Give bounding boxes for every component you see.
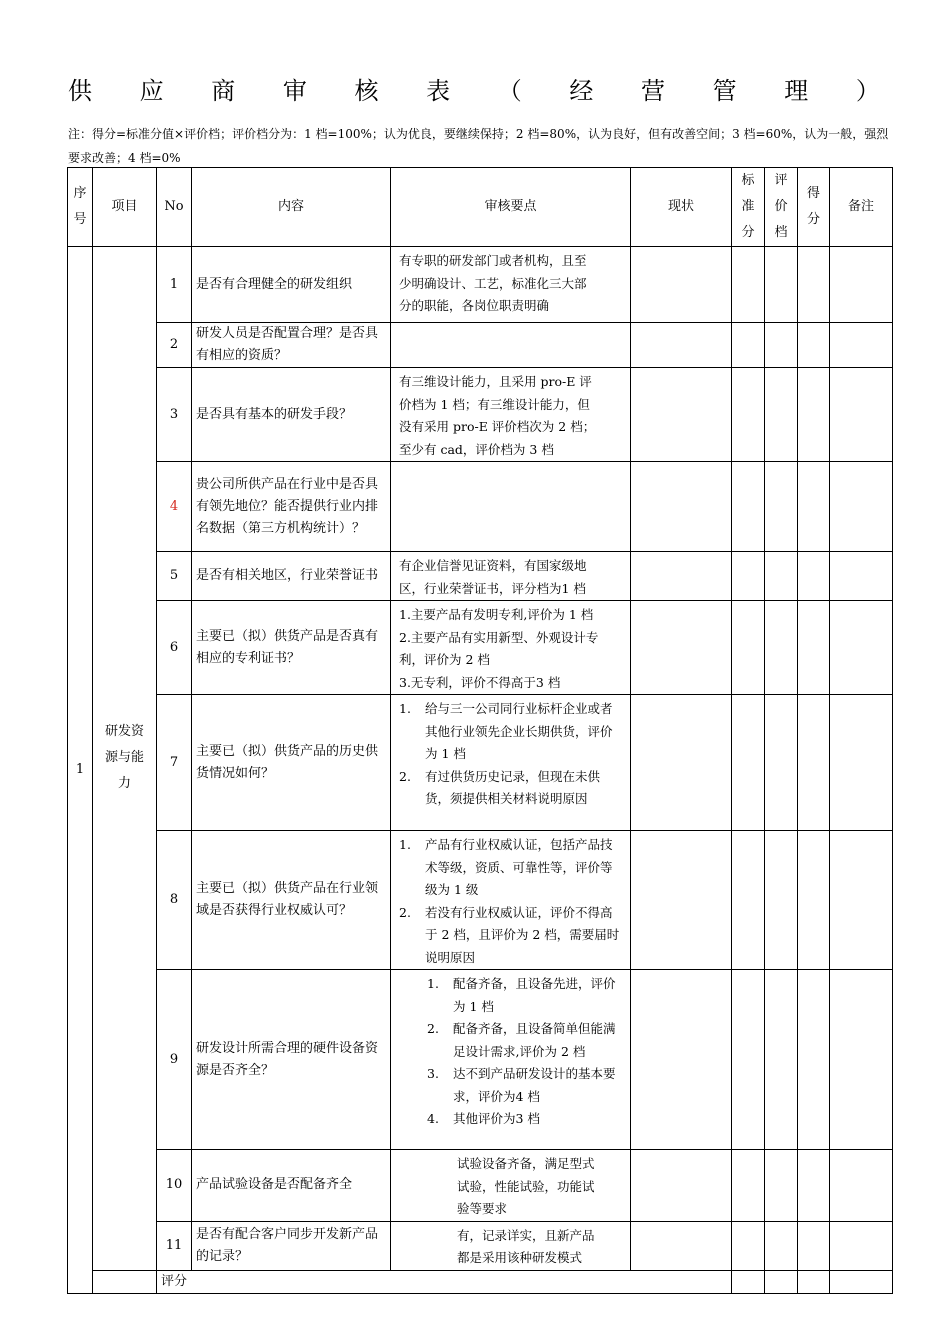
status-cell[interactable] [631, 462, 732, 552]
std-cell[interactable] [732, 247, 765, 323]
title-char: 核 [354, 76, 379, 105]
grade-cell[interactable] [765, 695, 798, 831]
point-line: 少明确设计、工艺，标准化三大部 [399, 275, 587, 291]
header-seq-char: 序 [73, 186, 87, 201]
table-row [68, 323, 893, 368]
point-item [427, 1018, 624, 1063]
point-item [427, 973, 624, 1018]
score-row [68, 1270, 893, 1293]
point-line: 价档为 1 档；有三维设计能力，但 [399, 396, 590, 412]
title-char: 商 [211, 76, 236, 105]
status-cell[interactable] [631, 695, 732, 831]
score-cell[interactable] [798, 368, 830, 462]
point-line: 分的职能，各岗位职责明确 [399, 298, 550, 313]
row-no: 9 [157, 970, 192, 1150]
row-no: 2 [157, 323, 192, 368]
status-cell[interactable] [631, 552, 732, 601]
status-cell[interactable] [631, 247, 732, 323]
row-content: 贵公司所供产品在行业中是否具有领先地位？能否提供行业内排名数据（第三方机构统计）？ [192, 462, 391, 552]
title-char: 营 [641, 76, 665, 105]
grade-cell[interactable] [765, 368, 798, 462]
section-item-line: 研发资 [104, 724, 144, 740]
remark-cell[interactable] [830, 970, 893, 1150]
point-num: 1. [427, 976, 439, 991]
title-char: ） [855, 76, 880, 105]
header-item: 项目 [93, 168, 157, 247]
header-score [798, 168, 830, 247]
point-line: 利，评价为 2 档 [399, 652, 490, 667]
table-row [68, 695, 893, 831]
std-cell[interactable] [732, 601, 765, 695]
title-char: （ [497, 76, 522, 105]
score-cell[interactable] [798, 247, 830, 323]
remark-cell[interactable] [830, 323, 893, 368]
point-line: 都是采用该种研发模式 [457, 1250, 583, 1265]
header-std-char: 分 [741, 225, 755, 240]
row-content: 研发人员是否配置合理？是否具有相应的资质？ [192, 323, 391, 368]
grade-cell[interactable] [765, 462, 798, 552]
row-no: 7 [157, 695, 192, 831]
title-char: 理 [784, 76, 809, 105]
status-cell[interactable] [631, 601, 732, 695]
point-num: 3. [427, 1066, 439, 1081]
point-line: 3.无专利，评价不得高于3 档 [399, 674, 561, 690]
point-line: 区，行业荣誉证书，评分档为1 档 [399, 580, 586, 596]
grade-cell[interactable] [765, 1150, 798, 1222]
row-content: 是否有合理健全的研发组织 [192, 247, 391, 323]
header-grade [765, 168, 798, 247]
row-points [391, 247, 631, 323]
row-points [391, 970, 631, 1150]
status-cell[interactable] [631, 323, 732, 368]
row-no: 8 [157, 831, 192, 970]
grade-cell[interactable] [765, 323, 798, 368]
row-no: 6 [157, 601, 192, 695]
table-row [68, 1150, 893, 1222]
table-row [68, 1221, 893, 1270]
row-no: 10 [157, 1150, 192, 1222]
header-grade-char: 评 [774, 173, 788, 188]
table-row [68, 462, 893, 552]
header-seq [68, 168, 93, 247]
remark-cell[interactable] [830, 1221, 893, 1270]
point-item [399, 698, 624, 766]
header-status: 现状 [631, 168, 732, 247]
score-cell[interactable] [798, 462, 830, 552]
grade-cell[interactable] [765, 247, 798, 323]
table-row [68, 552, 893, 601]
point-text: 有过供货历史记录，但现在未供货，须提供相关材料说明原因 [425, 768, 601, 806]
score-cell[interactable] [798, 695, 830, 831]
title-char: 表 [426, 76, 451, 105]
header-row [68, 168, 893, 247]
point-line: 验等要求 [457, 1201, 508, 1216]
point-num: 4. [427, 1111, 439, 1126]
section-seq: 1 [68, 247, 93, 1294]
audit-table [67, 167, 893, 1294]
remark-cell[interactable] [830, 247, 893, 323]
score-cell[interactable] [798, 323, 830, 368]
title-char: 供 [68, 76, 92, 105]
remark-cell[interactable] [830, 1150, 893, 1222]
table-row [68, 970, 893, 1150]
title-char: 管 [712, 76, 737, 105]
score-cell[interactable] [798, 601, 830, 695]
row-no: 4 [157, 462, 192, 552]
section-item [93, 247, 157, 1271]
header-std-char: 准 [741, 199, 755, 214]
point-line: 试验，性能试验，功能试 [457, 1178, 595, 1194]
remark-cell[interactable] [830, 368, 893, 462]
row-points [391, 552, 631, 601]
std-cell[interactable] [732, 552, 765, 601]
point-text: 产品有行业权威认证，包括产品技术等级，资质、可靠性等，评价等级为 1 级 [425, 837, 613, 897]
row-no: 3 [157, 368, 192, 462]
row-no: 5 [157, 552, 192, 601]
status-cell[interactable] [631, 368, 732, 462]
title-char: 经 [569, 76, 594, 105]
point-item [399, 834, 624, 902]
point-text: 配备齐备，且设备先进，评价为 1 档 [453, 976, 616, 1014]
remark-cell[interactable] [830, 601, 893, 695]
score-cell[interactable] [798, 552, 830, 601]
table-row [68, 247, 893, 323]
point-line: 有企业信誉见证资料，有国家级地 [399, 558, 587, 573]
row-points [391, 1150, 631, 1222]
std-cell[interactable] [732, 462, 765, 552]
header-seq-char: 号 [73, 212, 87, 227]
document-title [68, 70, 880, 106]
std-cell[interactable] [732, 831, 765, 970]
row-content: 是否具有基本的研发手段？ [192, 368, 391, 462]
row-points [391, 1221, 631, 1270]
remark-cell[interactable] [830, 552, 893, 601]
status-cell[interactable] [631, 1221, 732, 1270]
remark-cell[interactable] [830, 462, 893, 552]
point-line: 1.主要产品有发明专利,评价为 1 档 [399, 607, 594, 622]
point-num: 1. [399, 837, 411, 852]
row-content: 研发设计所需合理的硬件设备资源是否齐全？ [192, 970, 391, 1150]
score-label: 评分 [157, 1270, 732, 1293]
header-std [732, 168, 765, 247]
point-text: 达不到产品研发设计的基本要求，评价为4 档 [453, 1066, 616, 1104]
point-num: 1. [399, 701, 411, 716]
point-item [427, 1108, 624, 1131]
point-item [399, 902, 624, 970]
point-item [399, 766, 624, 811]
grade-cell[interactable] [765, 1221, 798, 1270]
std-cell[interactable] [732, 1150, 765, 1222]
point-line: 有专职的研发部门或者机构，且至 [399, 253, 587, 268]
std-cell[interactable] [732, 695, 765, 831]
grade-cell[interactable] [765, 552, 798, 601]
std-cell[interactable] [732, 368, 765, 462]
section-item-line: 力 [117, 776, 131, 792]
grade-cell[interactable] [765, 831, 798, 970]
table-row [68, 831, 893, 970]
grade-cell[interactable] [798, 1270, 830, 1293]
row-content: 是否有配合客户同步开发新产品的记录？ [192, 1221, 391, 1270]
header-score-char: 得 [806, 186, 820, 201]
scoring-note: 注：得分=标准分值×评价档；评价档分为：1 档=100%；认为优良，要继续保持；2 档=80%，认为良好，但有改善空间；3 档=60%，认为一般，强烈要求改善；4 档=0% [68, 127, 889, 165]
header-grade-char: 价 [774, 199, 788, 214]
grade-cell[interactable] [765, 601, 798, 695]
point-item [427, 1063, 624, 1108]
point-line: 试验设备齐备，满足型式 [457, 1156, 595, 1171]
header-no: No [157, 168, 192, 247]
remark-cell[interactable] [830, 831, 893, 970]
point-num: 2. [399, 904, 411, 920]
status-cell[interactable] [631, 831, 732, 970]
row-points [391, 462, 631, 552]
row-content: 是否有相关地区，行业荣誉证书 [192, 552, 391, 601]
row-content: 产品试验设备是否配备齐全 [192, 1150, 391, 1222]
point-text: 其他评价为3 档 [453, 1111, 540, 1126]
row-no: 1 [157, 247, 192, 323]
std-cell[interactable] [732, 323, 765, 368]
point-line: 没有采用 pro-E 评价档次为 2 档； [399, 419, 596, 434]
header-score-char: 分 [806, 212, 820, 227]
row-points [391, 601, 631, 695]
score-cell[interactable] [798, 1221, 830, 1270]
score-cell[interactable] [798, 970, 830, 1150]
header-points: 审核要点 [391, 168, 631, 247]
row-points [391, 695, 631, 831]
header-std-char: 标 [741, 173, 755, 188]
score-cell[interactable] [830, 1270, 893, 1293]
status-cell[interactable] [631, 1150, 732, 1222]
row-points [391, 831, 631, 970]
std-cell[interactable] [732, 970, 765, 1150]
grade-cell[interactable] [765, 970, 798, 1150]
row-no: 11 [157, 1221, 192, 1270]
title-char: 应 [139, 76, 164, 105]
std-cell[interactable] [765, 1270, 798, 1293]
point-text: 配备齐备，且设备简单但能满足设计需求,评价为 2 档 [453, 1021, 616, 1059]
point-line: 有，记录详实，且新产品 [457, 1227, 595, 1243]
point-text: 给与三一公司同行业标杆企业或者其他行业领先企业长期供货，评价为 1 档 [425, 701, 613, 761]
header-remark: 备注 [830, 168, 893, 247]
section-item-line: 源与能 [104, 750, 144, 766]
score-cell[interactable] [798, 1150, 830, 1222]
title-char: 审 [282, 76, 307, 105]
row-content: 主要已（拟）供货产品是否真有相应的专利证书？ [192, 601, 391, 695]
remark-cell[interactable] [830, 695, 893, 831]
score-cell[interactable] [798, 831, 830, 970]
row-points [391, 368, 631, 462]
table-row [68, 601, 893, 695]
point-text: 若没有行业权威认证，评价不得高于 2 档，且评价为 2 档，需要届时说明原因 [425, 904, 620, 965]
point-num: 2. [427, 1021, 439, 1036]
status-cell[interactable] [631, 970, 732, 1150]
std-cell[interactable] [732, 1221, 765, 1270]
point-line: 至少有 cad，评价档为 3 档 [399, 441, 554, 457]
row-points [391, 323, 631, 368]
point-line: 有三维设计能力，且采用 pro-E 评 [399, 374, 592, 389]
point-line: 2.主要产品有实用新型、外观设计专 [399, 629, 599, 645]
row-content: 主要已（拟）供货产品的历史供货情况如何？ [192, 695, 391, 831]
header-grade-char: 档 [774, 225, 788, 240]
header-content: 内容 [192, 168, 391, 247]
point-num: 2. [399, 768, 411, 784]
status-cell[interactable] [732, 1270, 765, 1293]
table-row [68, 368, 893, 462]
row-content: 主要已（拟）供货产品在行业领域是否获得行业权威认可？ [192, 831, 391, 970]
